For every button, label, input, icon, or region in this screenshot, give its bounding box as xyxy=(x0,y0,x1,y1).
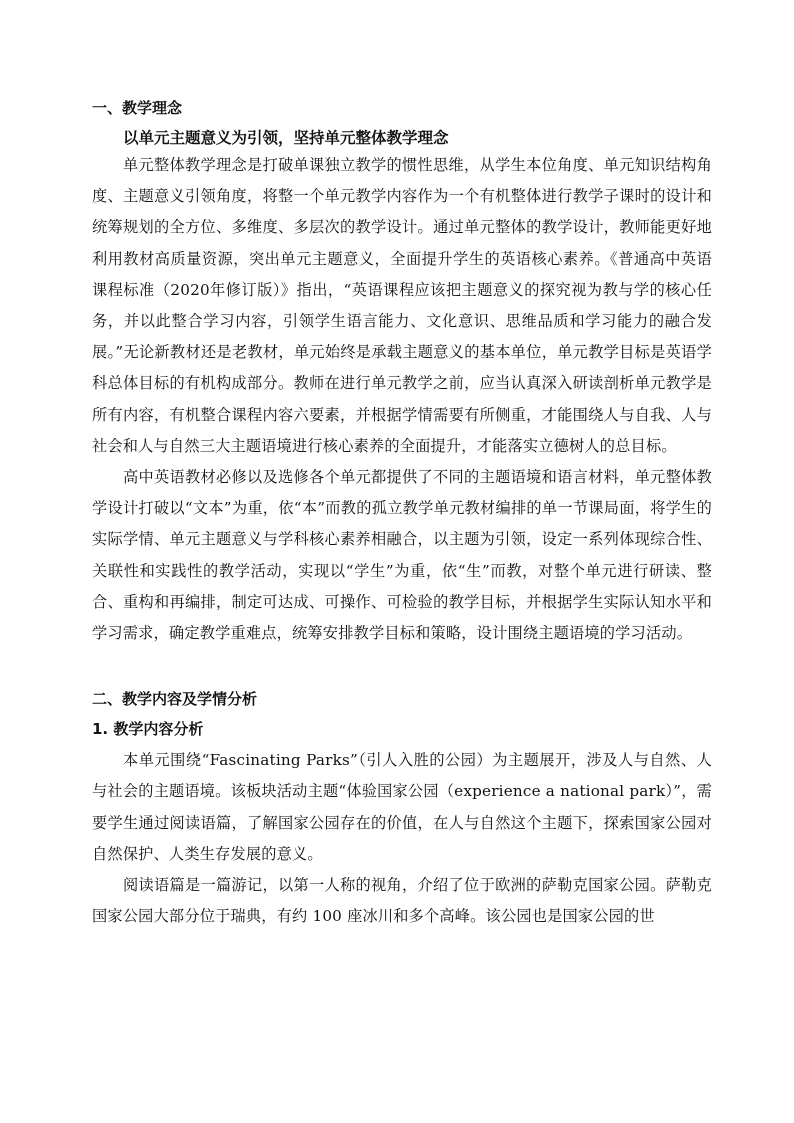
document-page xyxy=(92,96,712,932)
section-1-paragraph-1: 单元整体教学理念是打破单课独立教学的惯性思维，从学生本位角度、单元知识结构角度、主题意义引领角度，将整一个单元教学内容作为一个有机整体进行教学子课时的设计和统筹规划的全方位、多维度、多层次的教学设计。通过单元整体的教学设计，教师能更好地利用教材高质量资源，突出单元主题意义，全面提升学生的英语核心素养。《普通高中英语课程标准（2020年修订版）》指出，“英语课程应该把主题意义的探究视为教与学的核心任务，并以此整合学习内容，引领学生语言能力、文化意识、思维品质和学习能力的融合发展。”无论新教材还是老教材，单元始终是承载主题意义的基本单位，单元教学目标是英语学科总体目标的有机构成部分。教师在进行单元教学之前，应当认真深入研读剖析单元教学是所有内容，有机整合课程内容六要素，并根据学情需要有所侧重，才能围绕人与自我、人与社会和人与自然三大主题语境进行核心素养的全面提升，才能落实立德树人的总目标。 xyxy=(92,156,712,455)
section-2-paragraph-2: 阅读语篇是一篇游记，以第一人称的视角，介绍了位于欧洲的萨勒克国家公园。萨勒克国家公园大部分位于瑞典，有约 100 座冰川和多个高峰。该公园也是国家公园的世 xyxy=(92,876,712,926)
section-2-subheading: 1. 教学内容分析 xyxy=(92,720,204,739)
section-1-subheading: 以单元主题意义为引领，坚持单元整体教学理念 xyxy=(123,129,449,147)
section-1-heading: 一、教学理念 xyxy=(92,99,183,117)
section-gap xyxy=(92,649,712,687)
section-2-heading: 二、教学内容及学情分析 xyxy=(92,690,258,709)
section-2-paragraph-1: 本单元围绕“Fascinating Parks”（引人入胜的公园）为主题展开，涉及人与自然、人与社会的主题语境。该板块活动主题“体验国家公园（experience a national park）”，需要学生通过阅读语篇，了解国家公园存在的价值，在人与自然这个主题下，探索国家公园对自然保护、人类生存发展的意义。 xyxy=(92,751,712,863)
section-1-paragraph-2: 高中英语教材必修以及选修各个单元都提供了不同的主题语境和语言材料，单元整体教学设计打破以“文本”为重，依“本”而教的孤立教学单元教材编排的单一节课局面，将学生的实际学情、单元主题意义与学科核心素养相融合，以主题为引领，设定一系列体现综合性、关联性和实践性的教学活动，实现以“学生”为重，依“生”而教，对整个单元进行研读、整合、重构和再编排，制定可达成、可操作、可检验的教学目标，并根据学生实际认知水平和学习需求，确定教学重难点，统筹安排教学目标和策略，设计围绕主题语境的学习活动。 xyxy=(92,468,712,643)
